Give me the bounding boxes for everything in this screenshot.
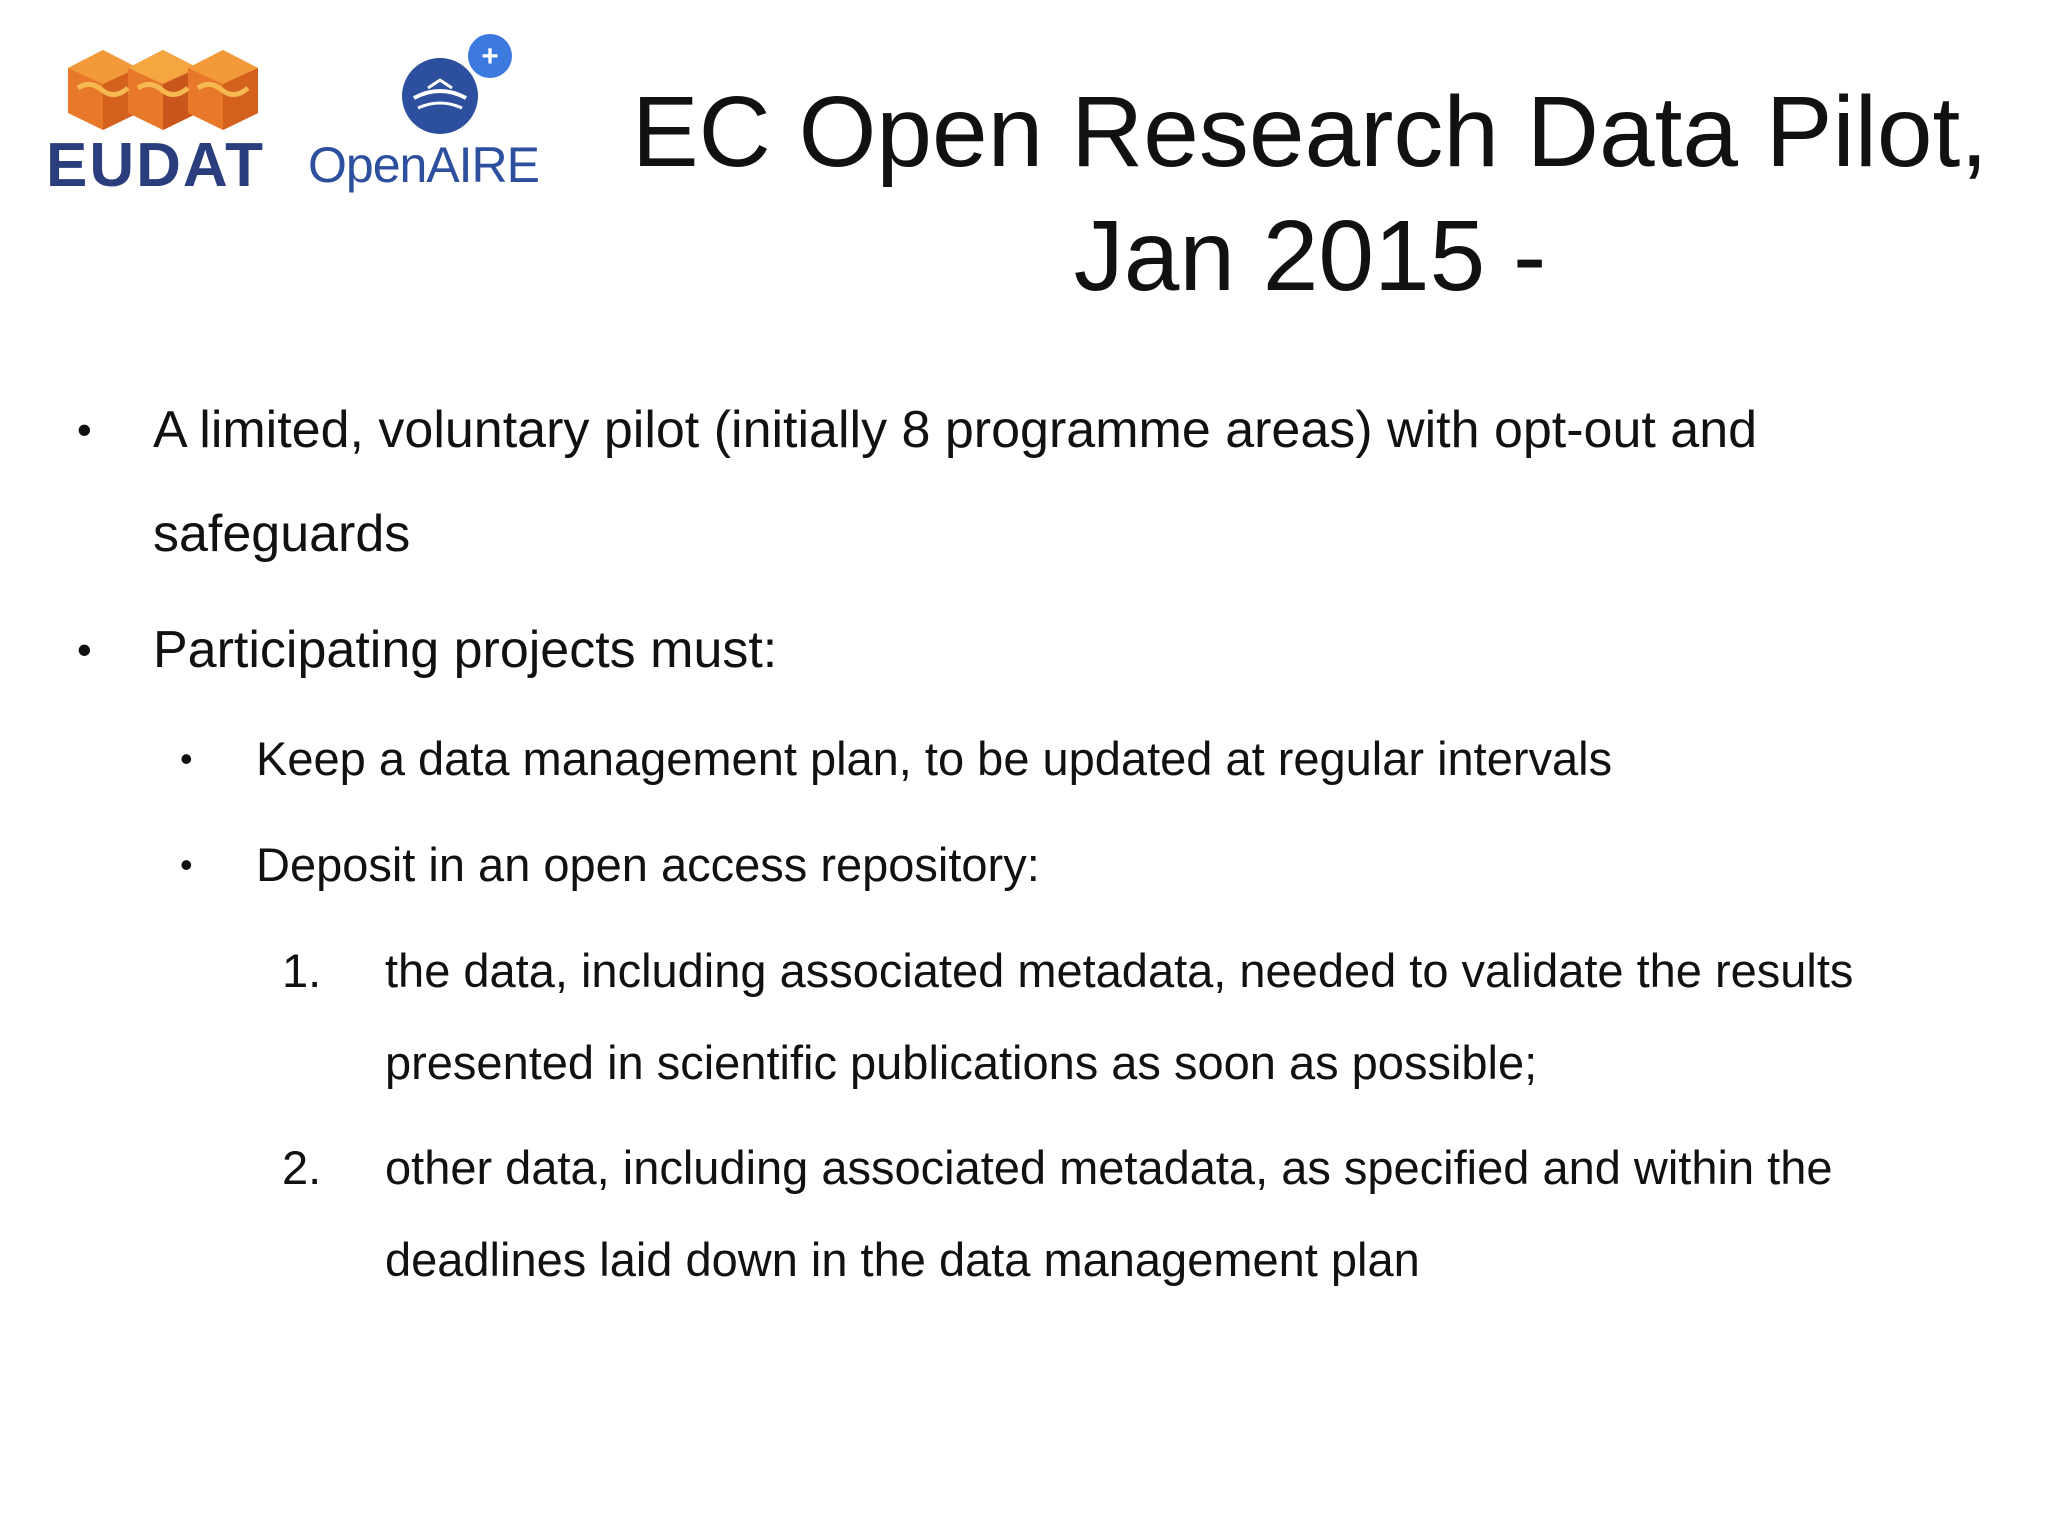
slide-title-line-1: EC Open Research Data Pilot, (631, 76, 1989, 188)
list-number: 1. (282, 944, 322, 997)
bullet-icon: • (180, 844, 193, 885)
numbered-text: other data, including associated metadata, as specified and within the deadlines laid down in the data management plan (385, 1141, 1833, 1286)
list-number: 2. (282, 1141, 322, 1194)
bullet-icon: • (77, 626, 92, 673)
numbered-item (282, 1122, 2005, 1306)
numbered-item (282, 925, 2005, 1109)
bullet-text: Deposit in an open access repository: (256, 838, 1040, 891)
slide-title-line-2: Jan 2015 - (1073, 200, 1547, 312)
sub-bullet-item (180, 813, 2016, 917)
bullet-text: A limited, voluntary pilot (initially 8 programme areas) with opt-out and safeguards (153, 401, 1758, 563)
bullet-text: Keep a data management plan, to be updated at regular intervals (256, 732, 1613, 785)
bullet-icon: • (180, 738, 193, 779)
eudat-wordmark: EUDAT (46, 131, 265, 200)
bullet-text: Participating projects must: (153, 621, 778, 679)
eudat-cubes-icon (58, 38, 278, 138)
openaire-globe-icon (388, 28, 518, 138)
slide-title (580, 70, 2040, 318)
numbered-text: the data, including associated metadata, needed to validate the results presented in scientific publications as soon as possible; (385, 944, 1854, 1089)
eudat-logo (40, 38, 290, 198)
bullet-item (77, 598, 1993, 702)
openaire-wordmark: OpenAIRE (308, 137, 540, 193)
openaire-logo (308, 28, 568, 198)
bullet-item (77, 378, 1993, 586)
logos (40, 28, 560, 198)
bullet-icon: • (77, 406, 92, 453)
sub-bullet-item (180, 707, 2016, 811)
openaire-plus-icon: + (481, 40, 499, 73)
